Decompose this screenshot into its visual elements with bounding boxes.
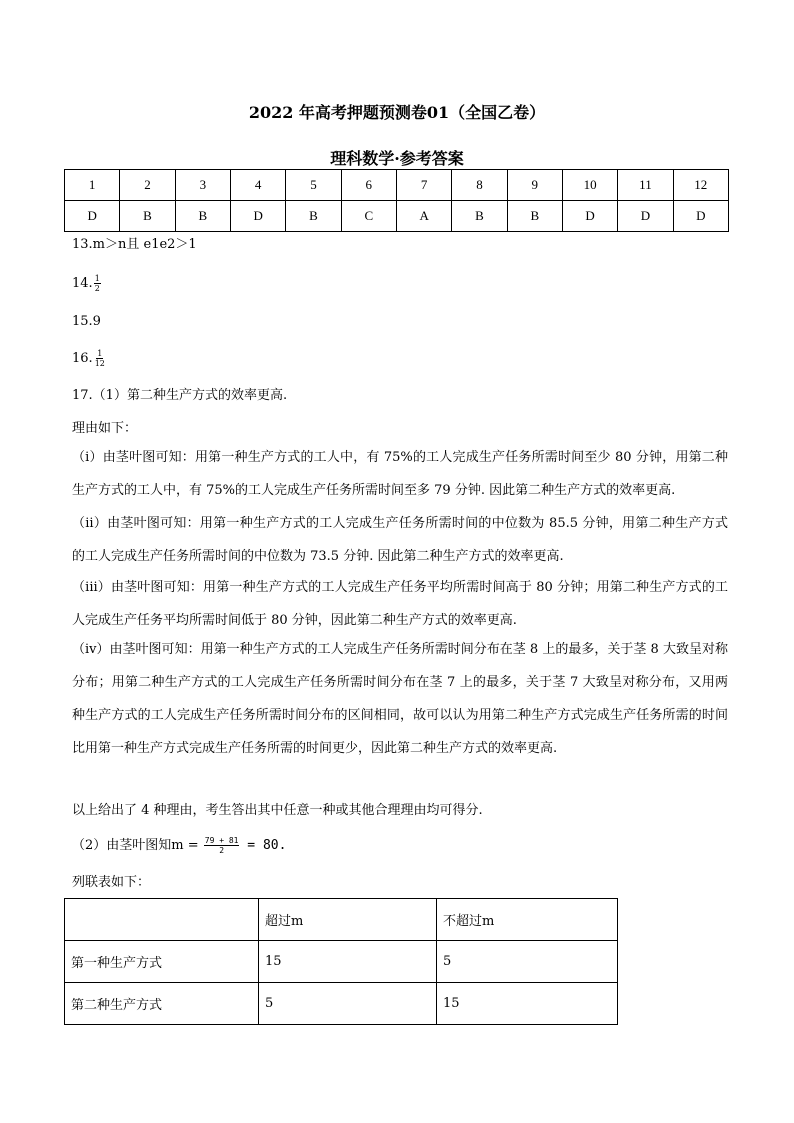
answer-table-answer-row (65, 201, 729, 232)
row-label-cell: 第二种生产方式 (65, 983, 259, 1025)
contingency-header-cell: 超过m (259, 899, 437, 941)
fraction-denominator: 2 (219, 846, 225, 855)
value-cell: 15 (437, 983, 618, 1025)
question-number-cell: 8 (452, 170, 507, 201)
contingency-header-cell (65, 899, 259, 941)
table-row (65, 941, 618, 983)
page-subtitle: 理科数学·参考答案 (330, 149, 464, 168)
contingency-table (64, 898, 618, 1025)
question-number-cell: 11 (618, 170, 673, 201)
answer-16 (72, 349, 106, 368)
reason-iii: （iii）由茎叶图可知：用第一种生产方式的工人完成生产任务平均所需时间高于 80 分钟；用第二种生产方式的工人完成生产任务平均所需时间低于 80 分钟，因此第二种生产方式的效率更高. (72, 580, 728, 628)
answer-cell: B (175, 201, 230, 232)
fraction-numerator: 79 + 81 (204, 836, 239, 845)
table-row (65, 983, 618, 1025)
answer-cell: B (452, 201, 507, 232)
question-number-cell: 3 (175, 170, 230, 201)
part2-result: = 80. (239, 838, 287, 853)
answer-cell: A (396, 201, 451, 232)
contingency-header-cell: 不超过m (437, 899, 618, 941)
question-number-cell: 4 (230, 170, 285, 201)
question-number-cell: 12 (673, 170, 728, 201)
question-number-cell: 6 (341, 170, 396, 201)
reason-iv: （iv）由茎叶图可知：用第一种生产方式的工人完成生产任务所需时间分布在茎 8 上的最多，关于茎 8 大致呈对称分布；用第二种生产方式的工人完成生产任务所需时间分布在茎 7 上的最多，关于茎 7 大致呈对称分布，又用两种生产方式的工人完成生产任务所需时间分布的区间相同，故可以认为用第二种生产方式完成生产任务所需的时间比用第一种生产方式完成生产任务所需的时间更少，因此第二种生产方式的效率更高. (72, 642, 728, 756)
answer-13: 13.m＞n且 e1e2＞1 (72, 237, 197, 252)
answer-17-part2 (72, 836, 286, 855)
row-label-cell: 第一种生产方式 (65, 941, 259, 983)
part2-prefix: （2）由茎叶图知m = (72, 838, 199, 853)
reason-i: （i）由茎叶图可知：用第一种生产方式的工人中，有 75%的工人完成生产任务所需时间至少 80 分钟，用第二种生产方式的工人中，有 75%的工人完成生产任务所需时间至多 79 分钟. 因此第二种生产方式的效率更高. (72, 450, 728, 498)
question-number-cell: 5 (286, 170, 341, 201)
reason-ii: （ii）由茎叶图可知：用第一种生产方式的工人完成生产任务所需时间的中位数为 85.5 分钟，用第二种生产方式的工人完成生产任务所需时间的中位数为 73.5 分钟. 因此第二种生产方式的效率更高. (72, 516, 728, 564)
answer-cell: D (618, 201, 673, 232)
answer-cell: B (286, 201, 341, 232)
median-fraction (204, 836, 240, 855)
answer-table-number-row (65, 170, 729, 201)
value-cell: 5 (259, 983, 437, 1025)
answer-cell: C (341, 201, 396, 232)
answer-table (64, 169, 729, 232)
answer-16-fraction (94, 349, 106, 368)
answer-15: 15.9 (72, 314, 101, 329)
table-intro: 列联表如下： (72, 875, 151, 890)
fraction-numerator: 1 (94, 274, 100, 283)
reason-intro: 理由如下： (72, 421, 138, 436)
answer-cell: B (507, 201, 562, 232)
answer-14 (72, 274, 101, 293)
fraction-denominator: 12 (94, 359, 105, 368)
value-cell: 15 (259, 941, 437, 983)
answer-cell: D (65, 201, 120, 232)
reasons-summary: 以上给出了 4 种理由，考生答出其中任意一种或其他合理理由均可得分. (72, 803, 483, 818)
answer-14-fraction (94, 274, 101, 293)
answer-14-label: 14. (72, 276, 93, 291)
fraction-denominator: 2 (94, 284, 100, 293)
question-number-cell: 2 (120, 170, 175, 201)
value-cell: 5 (437, 941, 618, 983)
answer-cell: B (120, 201, 175, 232)
contingency-header-row (65, 899, 618, 941)
answer-16-label: 16. (72, 351, 93, 366)
answer-17-part1-header: 17.（1）第二种生产方式的效率更高. (72, 388, 288, 403)
answer-cell: D (230, 201, 285, 232)
question-number-cell: 10 (562, 170, 617, 201)
fraction-numerator: 1 (97, 349, 103, 358)
question-number-cell: 9 (507, 170, 562, 201)
question-number-cell: 1 (65, 170, 120, 201)
answer-cell: D (562, 201, 617, 232)
question-number-cell: 7 (396, 170, 451, 201)
answer-cell: D (673, 201, 728, 232)
page-title: 2022 年高考押题预测卷01（全国乙卷） (248, 103, 546, 122)
